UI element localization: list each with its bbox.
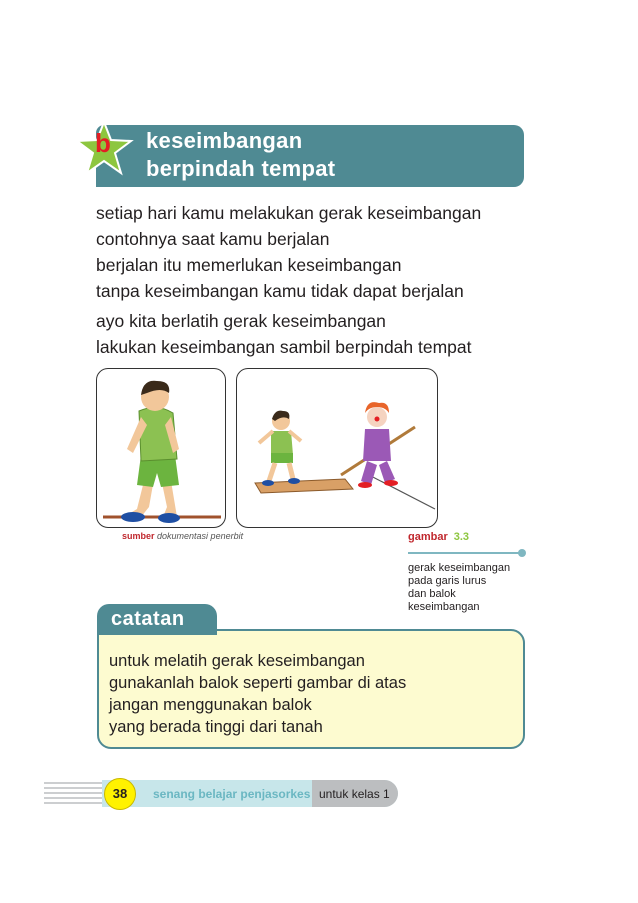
text-line: setiap hari kamu melakukan gerak keseimbangan [96, 203, 482, 223]
paragraph-1 [96, 200, 481, 304]
figure-label-text: gambar [408, 531, 448, 543]
source-text: dokumentasi penerbit [157, 531, 244, 541]
section-letter: b [95, 128, 111, 158]
figure-source [122, 531, 243, 541]
caption-line: gerak keseimbangan [408, 562, 511, 574]
note-line: yang berada tinggi dari tanah [109, 718, 323, 736]
section-title [146, 127, 335, 183]
figure-divider [408, 552, 522, 554]
section-title-line-2: berpindah tempat [146, 156, 336, 181]
note-line: untuk melatih gerak keseimbangan [109, 652, 365, 670]
footer-book-title: senang belajar penjasorkes [153, 787, 311, 801]
figure-label [408, 531, 469, 543]
note-tab: catatan [97, 604, 217, 635]
section-title-line-1: keseimbangan [146, 128, 303, 153]
caption-line: dan balok [408, 588, 456, 600]
footer-grade: untuk kelas 1 [319, 787, 390, 801]
illustration-balance-beam-and-rope [236, 368, 438, 528]
source-label: sumber [122, 531, 155, 541]
text-line: tanpa keseimbangan kamu tidak dapat berjalan [96, 281, 464, 301]
figure-caption [408, 562, 533, 614]
note-line: jangan menggunakan balok [109, 696, 312, 714]
caption-line: keseimbangan [408, 601, 480, 613]
illustration-boy-walking [96, 368, 226, 528]
page-number: 38 [104, 778, 136, 810]
text-line: lakukan keseimbangan sambil berpindah tempat [96, 337, 472, 357]
text-line: ayo kita berlatih gerak keseimbangan [96, 311, 386, 331]
figure-number: 3.3 [453, 531, 470, 543]
note-line: gunakanlah balok seperti gambar di atas [109, 674, 407, 692]
figure-divider-dot [518, 549, 526, 557]
paragraph-2 [96, 308, 472, 360]
caption-line: pada garis lurus [408, 575, 487, 587]
text-line: contohnya saat kamu berjalan [96, 229, 330, 249]
note-text [109, 650, 406, 738]
text-line: berjalan itu memerlukan keseimbangan [96, 255, 402, 275]
